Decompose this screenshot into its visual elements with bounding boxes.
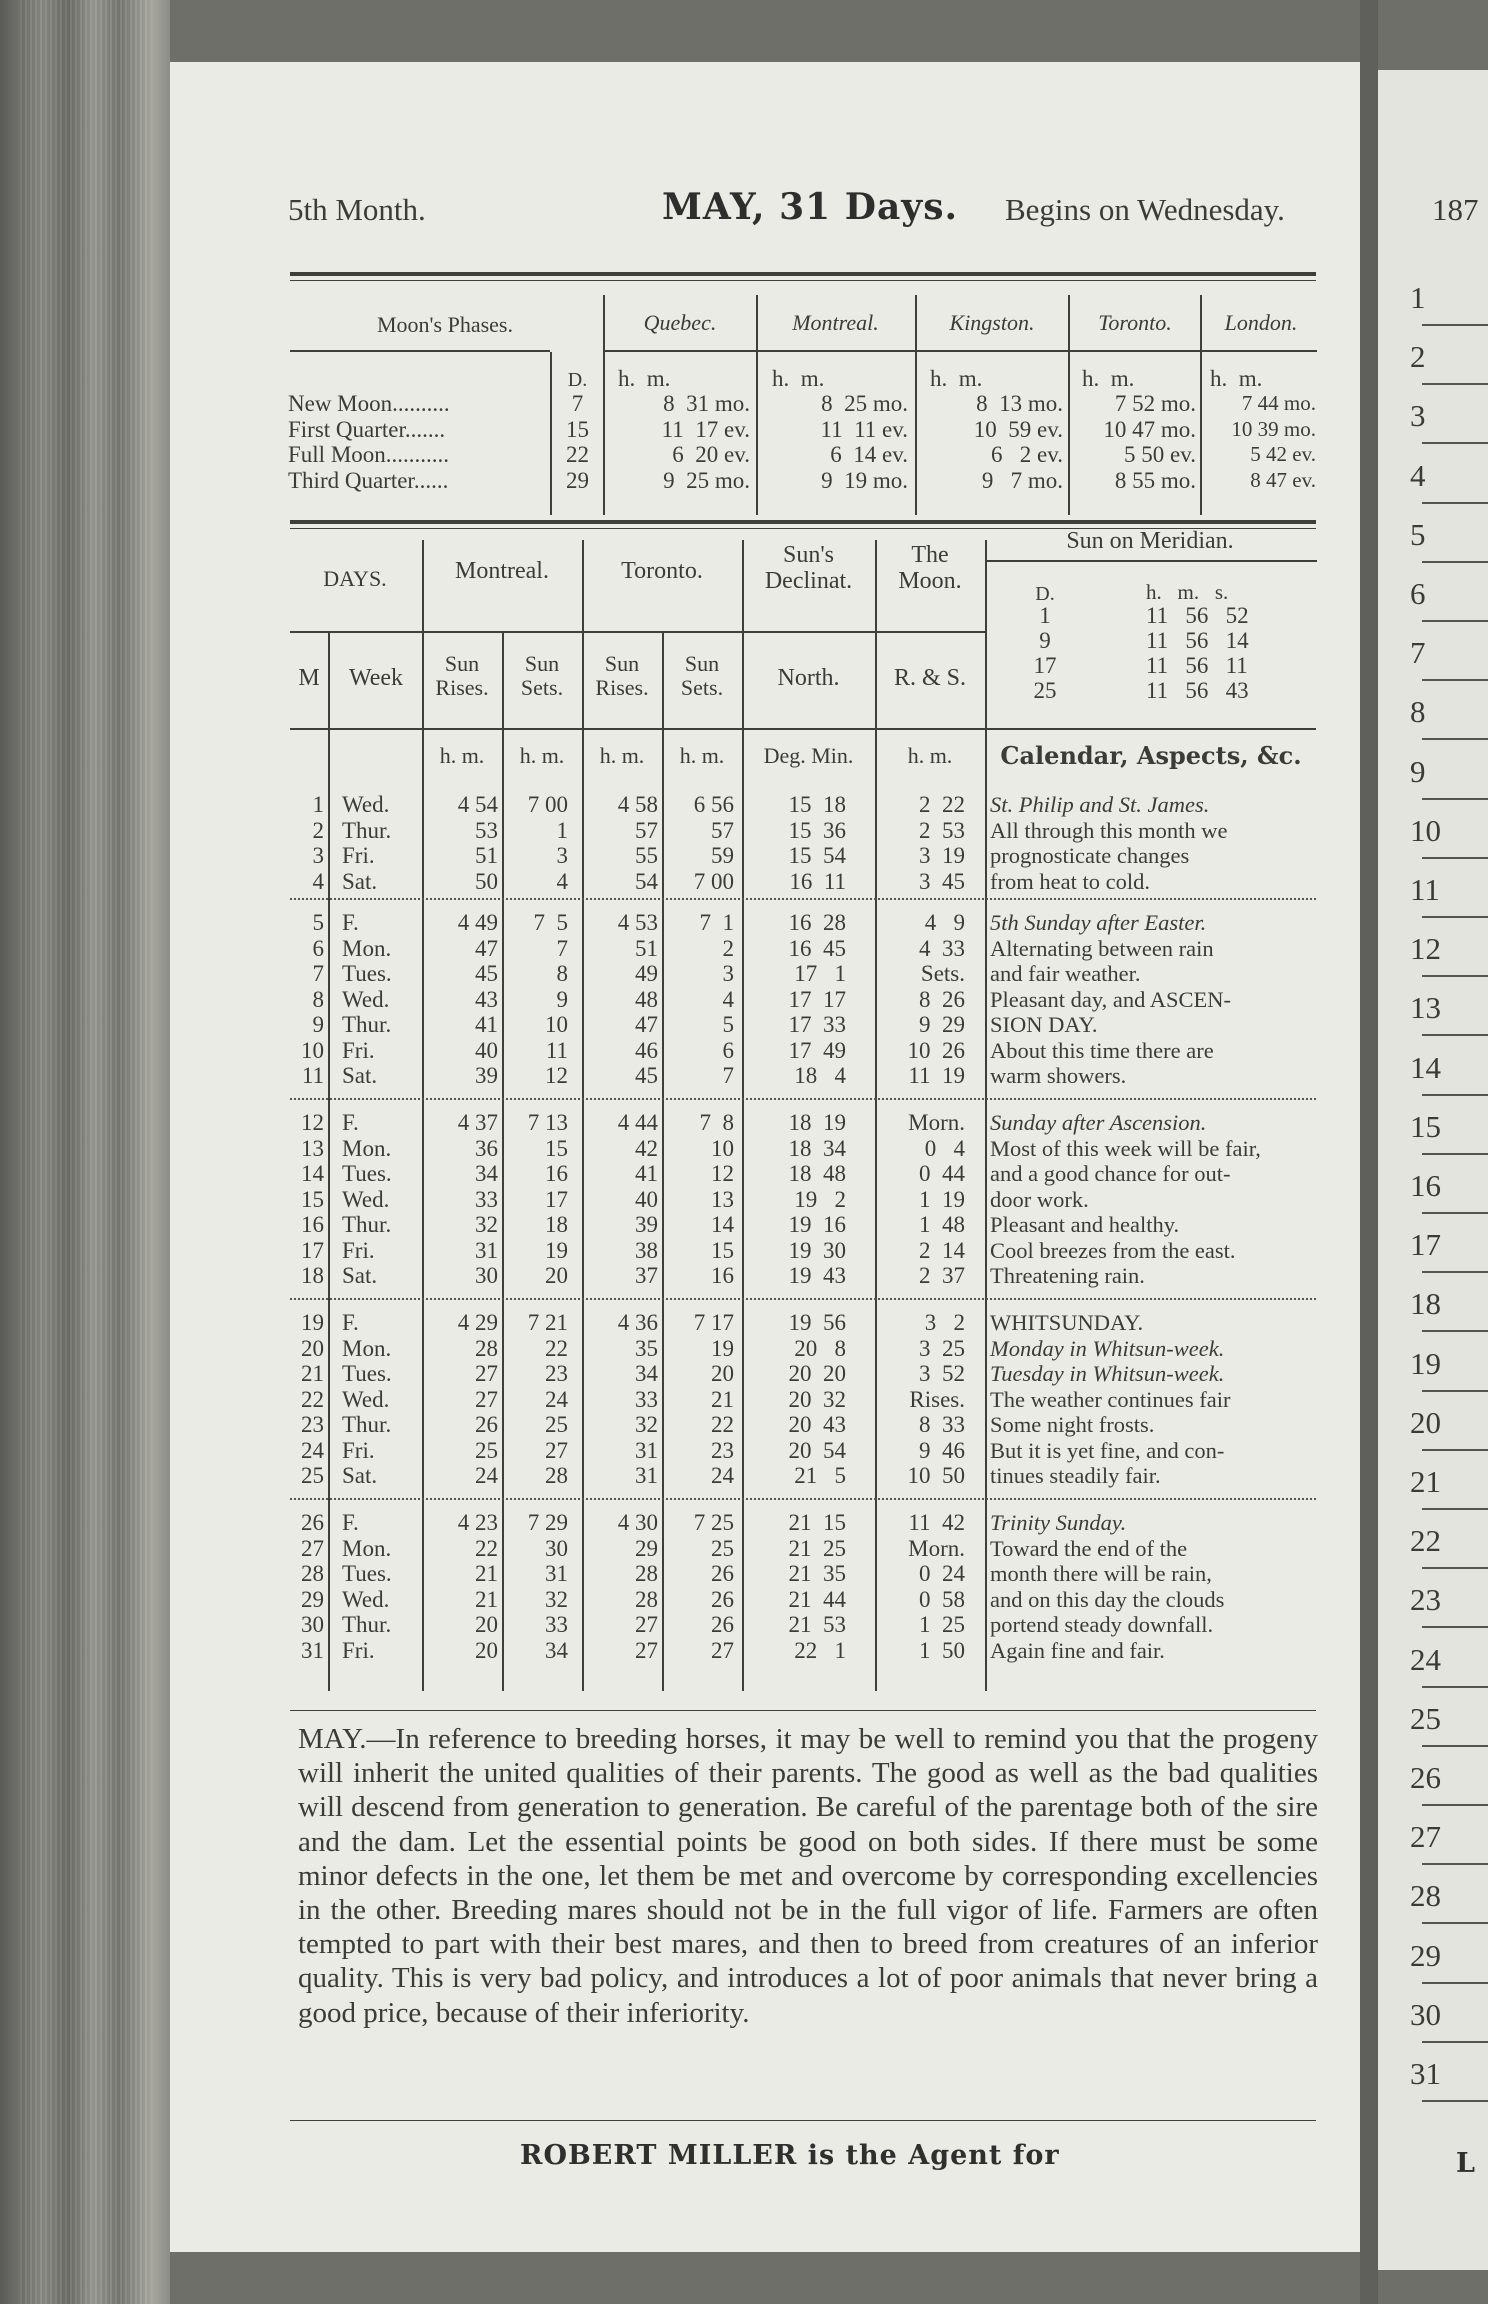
facing-day-number: 9 — [1410, 753, 1426, 789]
m-header: M — [298, 665, 320, 691]
calendar-note: Pleasant day, and ASCEN- — [990, 986, 1232, 1012]
calendar-note: Sunday after Ascension. — [990, 1110, 1207, 1135]
phase-montreal: 8 25 mo. 11 11 ev. 6 14 ev. 9 19 mo. — [820, 391, 908, 493]
block-2-ms-column: 7 5 7 8 9 10 11 12 — [533, 910, 568, 1088]
calendar-note: prognosticate changes — [990, 843, 1190, 868]
vline — [328, 631, 330, 1691]
city-london: London. — [1224, 310, 1298, 335]
facing-row-rule — [1422, 502, 1488, 504]
phase-d-unit: D. — [567, 369, 588, 391]
facing-row-rule — [1422, 1804, 1488, 1806]
phase-names: New Moon.......... First Quarter....... Full Moon........... Third Quarter...... — [288, 391, 450, 493]
facing-row-rule — [1422, 1922, 1488, 1924]
montreal-rises-header: Sun Rises. — [435, 651, 489, 700]
facing-row-rule — [1422, 916, 1488, 918]
phase-toronto: 7 52 mo. 10 47 mo. 5 50 ev. 8 55 mo. — [1103, 391, 1196, 493]
toronto-rises-header: Sun Rises. — [595, 651, 649, 700]
facing-day-number: 16 — [1410, 1168, 1441, 1203]
block-2-m-column: 5 6 7 8 9 10 11 — [301, 910, 324, 1088]
phase-london: 7 44 mo. 10 39 mo. 5 42 ev. 8 47 ev. — [1231, 391, 1316, 492]
block-2-mr-column: 4 49 47 45 43 41 40 39 — [457, 910, 498, 1088]
facing-day-number: 19 — [1410, 1345, 1441, 1381]
footer-advert: ROBERT MILLER is the Agent for — [520, 2140, 1060, 2171]
block-1-m-column: 1 2 3 4 — [312, 792, 324, 894]
page-title: MAY, 31 Days. — [662, 186, 959, 228]
facing-row-rule — [1422, 1094, 1488, 1096]
facing-row-rule — [1422, 1330, 1488, 1332]
calendar-note: month there will be rain, — [990, 1561, 1212, 1586]
city-montreal: Montreal. — [792, 310, 879, 335]
calendar-note: Alternating between rain — [990, 935, 1214, 961]
facing-day-number: 3 — [1410, 398, 1426, 434]
meridian-days: 1 9 17 25 — [1033, 603, 1057, 703]
toronto-header: Toronto. — [621, 558, 703, 584]
month-ordinal: 5th Month. — [288, 192, 426, 227]
facing-row-rule — [1422, 561, 1488, 563]
degmin-unit: Deg. Min. — [763, 743, 854, 768]
phase-days: 7 15 22 29 — [566, 391, 589, 493]
block-4-mr-column: 4 29 28 27 27 26 25 24 — [457, 1310, 498, 1488]
hm-unit: h. m. — [1210, 366, 1263, 391]
block-1-moon-column: 2 22 2 53 3 19 3 45 — [919, 792, 965, 894]
facing-day-number: 26 — [1410, 1760, 1441, 1795]
facing-day-number: 12 — [1410, 931, 1441, 967]
facing-row-rule — [1422, 383, 1488, 385]
block-3-mr-column: 4 37 36 34 33 32 31 30 — [457, 1110, 498, 1288]
days-header: DAYS. — [323, 566, 387, 591]
facing-day-number: 25 — [1410, 1700, 1441, 1736]
block-4-ms-column: 7 21 22 23 24 25 27 28 — [527, 1310, 568, 1488]
week-separator — [290, 1098, 1316, 1100]
facing-row-rule — [1422, 1686, 1488, 1688]
facing-row-rule — [1422, 1271, 1488, 1273]
facing-row-rule — [1422, 1626, 1488, 1628]
city-quebec: Quebec. — [643, 310, 717, 335]
facing-day-number: 5 — [1410, 516, 1426, 552]
block-5-mr-column: 4 23 22 21 21 20 20 — [457, 1510, 498, 1663]
vline — [985, 540, 987, 1691]
calendar-note: tinues steadily fair. — [990, 1463, 1161, 1488]
calendar-note: Pleasant and healthy. — [990, 1212, 1180, 1237]
block-5-w-column: F. Mon. Tues. Wed. Thur. Fri. — [342, 1510, 392, 1663]
hm-unit: h. m. — [930, 366, 983, 391]
facing-row-rule — [1422, 1449, 1488, 1451]
week-separator — [290, 1498, 1316, 1500]
facing-row-rule — [1422, 1212, 1488, 1214]
facing-row-rule — [1422, 857, 1488, 859]
top-thick-rule — [290, 272, 1316, 276]
block-4-ts-column: 7 17 19 20 21 22 23 24 — [693, 1310, 734, 1488]
calendar-note: portend steady downfall. — [990, 1612, 1214, 1637]
city-toronto: Toronto. — [1098, 310, 1172, 335]
block-4-moon-column: 3 2 3 25 3 52 Rises. 8 33 9 46 10 50 — [907, 1310, 965, 1488]
block-3-ms-column: 7 13 15 16 17 18 19 20 — [527, 1110, 568, 1288]
montreal-sets-header: Sun Sets. — [520, 651, 564, 700]
north-header: North. — [777, 665, 840, 691]
facing-day-number: 24 — [1410, 1641, 1441, 1677]
toronto-sets-header: Sun Sets. — [680, 651, 724, 700]
year-fragment: 187 — [1432, 192, 1479, 227]
calendar-note: SION DAY. — [990, 1012, 1098, 1037]
hm-unit: h. m. — [679, 743, 725, 768]
block-1-w-column: Wed. Thur. Fri. Sat. — [342, 792, 392, 894]
header-bottom-rule — [290, 728, 1316, 730]
meridian-d-unit: D. — [1035, 583, 1055, 605]
phase-kingston: 8 13 mo. 10 59 ev. 6 2 ev. 9 7 mo. — [973, 391, 1063, 493]
calendar-note: St. Philip and St. James. — [990, 792, 1210, 817]
calendar-note: Trinity Sunday. — [990, 1510, 1127, 1535]
block-1-mr-column: 4 54 53 51 50 — [457, 792, 498, 894]
vline — [550, 352, 552, 515]
block-4-w-column: F. Mon. Tues. Wed. Thur. Fri. Sat. — [342, 1310, 392, 1488]
block-2-ts-column: 7 1 2 3 4 5 6 7 — [699, 910, 734, 1088]
facing-day-number: 17 — [1410, 1227, 1441, 1263]
facing-row-rule — [1422, 620, 1488, 622]
block-4-m-column: 19 20 21 22 23 24 25 — [301, 1310, 324, 1488]
facing-row-rule — [1422, 679, 1488, 681]
facing-row-rule — [1422, 1508, 1488, 1510]
vline — [742, 540, 744, 1691]
facing-day-number: 4 — [1410, 457, 1426, 493]
begins-note: Begins on Wednesday. — [1005, 192, 1285, 227]
block-1-ts-column: 6 56 57 59 7 00 — [693, 792, 734, 894]
block-2-w-column: F. Mon. Tues. Wed. Thur. Fri. Sat. — [342, 910, 392, 1088]
facing-row-rule — [1422, 2100, 1488, 2102]
phase-sub-rule — [290, 350, 550, 352]
meridian-values: 11 56 52 11 56 14 11 56 11 11 56 43 — [1146, 603, 1249, 703]
block-2-dec-column: 16 28 16 45 17 1 17 17 17 33 17 49 18 4 — [788, 910, 846, 1088]
meridian-hms-unit: h. m. s. — [1146, 580, 1229, 604]
block-1-dec-column: 15 18 15 36 15 54 16 11 — [788, 792, 846, 894]
facing-row-rule — [1422, 1153, 1488, 1155]
calendar-note: Cool breezes from the east. — [990, 1237, 1236, 1263]
facing-row-rule — [1422, 324, 1488, 326]
facing-row-rule — [1422, 442, 1488, 444]
calendar-note: Most of this week will be fair, — [990, 1135, 1261, 1161]
facing-day-number: 2 — [1410, 339, 1426, 375]
block-3-dec-column: 18 19 18 34 18 48 19 2 19 16 19 30 19 43 — [788, 1110, 846, 1288]
facing-day-number: 20 — [1410, 1404, 1441, 1440]
block-3-ts-column: 7 8 10 12 13 14 15 16 — [699, 1110, 734, 1288]
calendar-note: Some night frosts. — [990, 1412, 1155, 1437]
facing-day-number: 15 — [1410, 1108, 1441, 1144]
block-5-ms-column: 7 29 30 31 32 33 34 — [527, 1510, 568, 1663]
calendar-header: Calendar, Aspects, &c. — [1000, 741, 1302, 770]
facing-day-number: 7 — [1410, 635, 1426, 671]
paragraph-text: —In reference to breeding horses, it may be well to remind you that the progeny will inherit the united qualities of their parents. The good as well as the bad qualities will descend from generation to generation. Be careful of the parentage both of the sire and the dam. Let the essential points be good on both sides. If there must be some minor defects in the one, let them be met and overcome by corresponding excellencies in the other. Breeding mares should not be in the full vigor of life. Farmers are often tempted to part with their best mares, and then to breed from creatures of an inferior quality. This is very bad policy, and introduces a lot of poor animals that never bring a good price, because of their inferiority. — [298, 1723, 1318, 2029]
hm-unit: h. m. — [599, 743, 645, 768]
facing-day-number: 21 — [1410, 1464, 1441, 1499]
facing-day-number: 1 — [1410, 280, 1426, 315]
facing-day-number: 27 — [1410, 1819, 1441, 1855]
facing-day-number: 11 — [1410, 872, 1440, 907]
calendar-note: warm showers. — [990, 1063, 1127, 1088]
paragraph-lead: MAY. — [298, 1723, 367, 1755]
facing-day-number: 28 — [1410, 1878, 1441, 1914]
moon-phases-header: Moon's Phases. — [377, 312, 513, 337]
facing-row-rule — [1422, 1390, 1488, 1392]
week-separator — [290, 898, 1316, 900]
calendar-note: from heat to cold. — [990, 868, 1150, 894]
calendar-note: But it is yet fine, and con- — [990, 1437, 1225, 1463]
facing-day-number: 29 — [1410, 1937, 1441, 1973]
calendar-note: Toward the end of the — [990, 1535, 1188, 1561]
block-5-dec-column: 21 15 21 25 21 35 21 44 21 53 22 1 — [788, 1510, 846, 1663]
facing-day-number: 18 — [1410, 1286, 1441, 1322]
city-kingston: Kingston. — [949, 310, 1035, 335]
facing-day-number: 13 — [1410, 990, 1441, 1026]
facing-day-number: 22 — [1410, 1523, 1441, 1559]
facing-day-number: 31 — [1410, 2056, 1441, 2091]
facing-day-number: 8 — [1410, 694, 1426, 730]
hm-unit: h. m. — [439, 743, 485, 768]
block-1-ms-column: 7 00 1 3 4 — [527, 792, 568, 894]
hm-unit: h. m. — [519, 743, 565, 768]
block-3-moon-column: Morn. 0 4 0 44 1 19 1 48 2 14 2 37 — [908, 1110, 965, 1288]
block-2-moon-column: 4 9 4 33 Sets. 8 26 9 29 10 26 11 19 — [907, 910, 965, 1088]
footer-rule — [290, 2120, 1316, 2121]
hm-unit: h. m. — [618, 366, 671, 391]
calendar-note: Monday in Whitsun-week. — [990, 1335, 1225, 1361]
vline — [915, 295, 917, 515]
calendar-note: Threatening rain. — [990, 1263, 1145, 1288]
block-5-m-column: 26 27 28 29 30 31 — [301, 1510, 324, 1663]
calendar-note: 5th Sunday after Easter. — [990, 910, 1207, 935]
hm-unit: h. m. — [907, 743, 953, 768]
city-sub-rule — [605, 350, 1317, 352]
hm-unit: h. m. — [772, 366, 825, 391]
facing-row-rule — [1422, 1745, 1488, 1747]
page-gutter — [1360, 0, 1378, 2304]
facing-row-rule — [1422, 975, 1488, 977]
vline — [756, 295, 758, 515]
block-1-tr-column: 4 58 57 55 54 — [617, 792, 658, 894]
calendar-note: About this time there are — [990, 1037, 1214, 1063]
facing-row-rule — [1422, 1034, 1488, 1036]
hm-unit: h. m. — [1082, 366, 1135, 391]
facing-row-rule — [1422, 1567, 1488, 1569]
facing-row-rule — [1422, 798, 1488, 800]
block-3-m-column: 12 13 14 15 16 17 18 — [301, 1110, 324, 1288]
week-separator — [290, 1298, 1316, 1300]
facing-day-number: 30 — [1410, 1996, 1441, 2032]
meridian-rule — [985, 560, 1317, 562]
calendar-note: The weather continues fair — [990, 1386, 1231, 1412]
declination-header: Sun's Declinat. — [764, 542, 853, 594]
facing-row-rule — [1422, 1863, 1488, 1865]
calendar-note: Tuesday in Whitsun-week. — [990, 1361, 1225, 1386]
facing-day-number: 6 — [1410, 576, 1426, 611]
book-spine — [0, 0, 170, 2304]
table-end-rule — [290, 1710, 1316, 1711]
header-mid-rule — [290, 631, 985, 633]
block-3-w-column: F. Mon. Tues. Wed. Thur. Fri. Sat. — [342, 1110, 392, 1288]
meridian-title: Sun on Meridian. — [1066, 528, 1234, 554]
week-header: Week — [348, 665, 404, 691]
block-2-tr-column: 4 53 51 49 48 47 46 45 — [617, 910, 658, 1088]
block-3-tr-column: 4 44 42 41 40 39 38 37 — [617, 1110, 658, 1288]
facing-row-rule — [1422, 738, 1488, 740]
facing-day-number: 10 — [1410, 812, 1441, 848]
calendar-note: All through this month we — [990, 817, 1228, 843]
calendar-note: and a good chance for out- — [990, 1161, 1231, 1186]
calendar-note: and fair weather. — [990, 961, 1141, 986]
facing-row-rule — [1422, 1982, 1488, 1984]
mid-thick-rule — [290, 520, 1316, 524]
facing-footer-fragment: L — [1456, 2148, 1475, 2179]
calendar-note: and on this day the clouds — [990, 1586, 1225, 1612]
block-4-tr-column: 4 36 35 34 33 32 31 31 — [617, 1310, 658, 1488]
calendar-note: Again fine and fair. — [990, 1637, 1165, 1663]
calendar-note: WHITSUNDAY. — [990, 1310, 1144, 1335]
montreal-header: Montreal. — [455, 558, 549, 584]
moon-header: The Moon. — [898, 542, 962, 594]
block-5-moon-column: 11 42 Morn. 0 24 0 58 1 25 1 50 — [908, 1510, 965, 1663]
top-thin-rule — [290, 280, 1316, 281]
facing-day-number: 23 — [1410, 1582, 1441, 1618]
block-5-ts-column: 7 25 25 26 26 26 27 — [693, 1510, 734, 1663]
may-paragraph — [298, 1722, 1318, 2030]
calendar-note: door work. — [990, 1186, 1089, 1212]
phase-quebec: 8 31 mo. 11 17 ev. 6 20 ev. 9 25 mo. — [661, 391, 750, 493]
block-5-tr-column: 4 30 29 28 28 27 27 — [617, 1510, 658, 1663]
rs-header: R. & S. — [893, 665, 967, 691]
vline — [603, 295, 605, 515]
facing-day-number: 14 — [1410, 1049, 1441, 1085]
block-4-dec-column: 19 56 20 8 20 20 20 32 20 43 20 54 21 5 — [788, 1310, 846, 1488]
facing-row-rule — [1422, 2041, 1488, 2043]
